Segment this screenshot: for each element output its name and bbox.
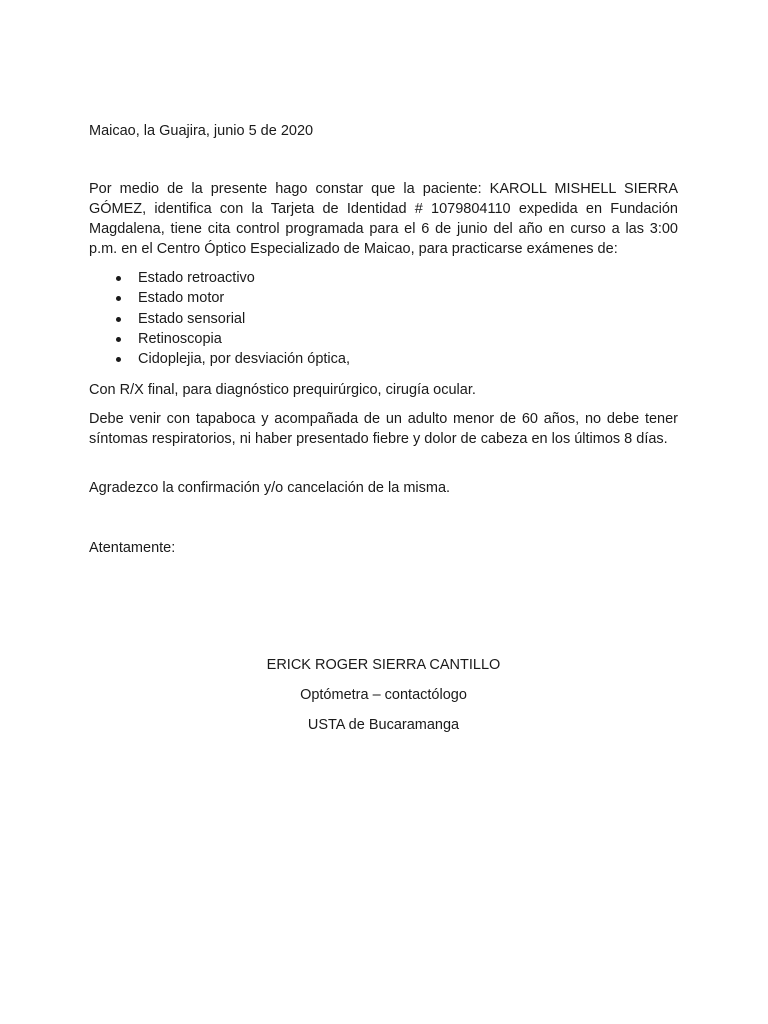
list-item: [89, 329, 678, 349]
list-item: [89, 349, 678, 369]
intro-paragraph: Por medio de la presente hago constar que la paciente: KAROLL MISHELL SIERRA GÓMEZ, identifica con la Tarjeta de Identidad # 1079804110 expedida en Fundación Magdalena, tiene cita control programada para el 6 de junio del año en curso a las 3:00 p.m. en el Centro Óptico Especializado de Maicao, para practicarse exámenes de:: [89, 181, 678, 257]
list-item: [89, 288, 678, 308]
bullet-icon: [116, 337, 121, 342]
bullet-icon: [116, 357, 121, 362]
exam-label: Estado retroactivo: [138, 270, 255, 286]
rx-note: Con R/X final, para diagnóstico prequirúrgico, cirugía ocular.: [89, 382, 476, 398]
bullet-icon: [116, 296, 121, 301]
exam-label: Cidoplejia, por desviación óptica,: [138, 351, 350, 368]
list-item: [89, 268, 678, 288]
exam-label: Retinoscopia: [138, 330, 222, 347]
list-item: [89, 309, 678, 329]
signature-block: [89, 655, 678, 735]
exam-label: Estado sensorial: [138, 310, 246, 327]
bullet-icon: [116, 317, 121, 322]
signer-institution: USTA de Bucaramanga: [307, 717, 460, 733]
thanks-paragraph: Agradezco la confirmación y/o cancelación de la misma.: [89, 480, 451, 496]
signer-title: Optómetra – contactólogo: [300, 687, 467, 703]
exam-list: [89, 268, 678, 369]
bullet-icon: [116, 276, 121, 281]
requirements-paragraph: Debe venir con tapaboca y acompañada de un adulto menor de 60 años, no debe tener síntomas respiratorios, ni haber presentado fiebre y dolor de cabeza en los últimos 8 días.: [89, 411, 678, 447]
exam-label: Estado motor: [138, 290, 225, 307]
signer-name: ERICK ROGER SIERRA CANTILLO: [266, 657, 501, 673]
place-date: Maicao, la Guajira, junio 5 de 2020: [89, 123, 314, 139]
closing-salutation: Atentamente:: [89, 540, 176, 556]
